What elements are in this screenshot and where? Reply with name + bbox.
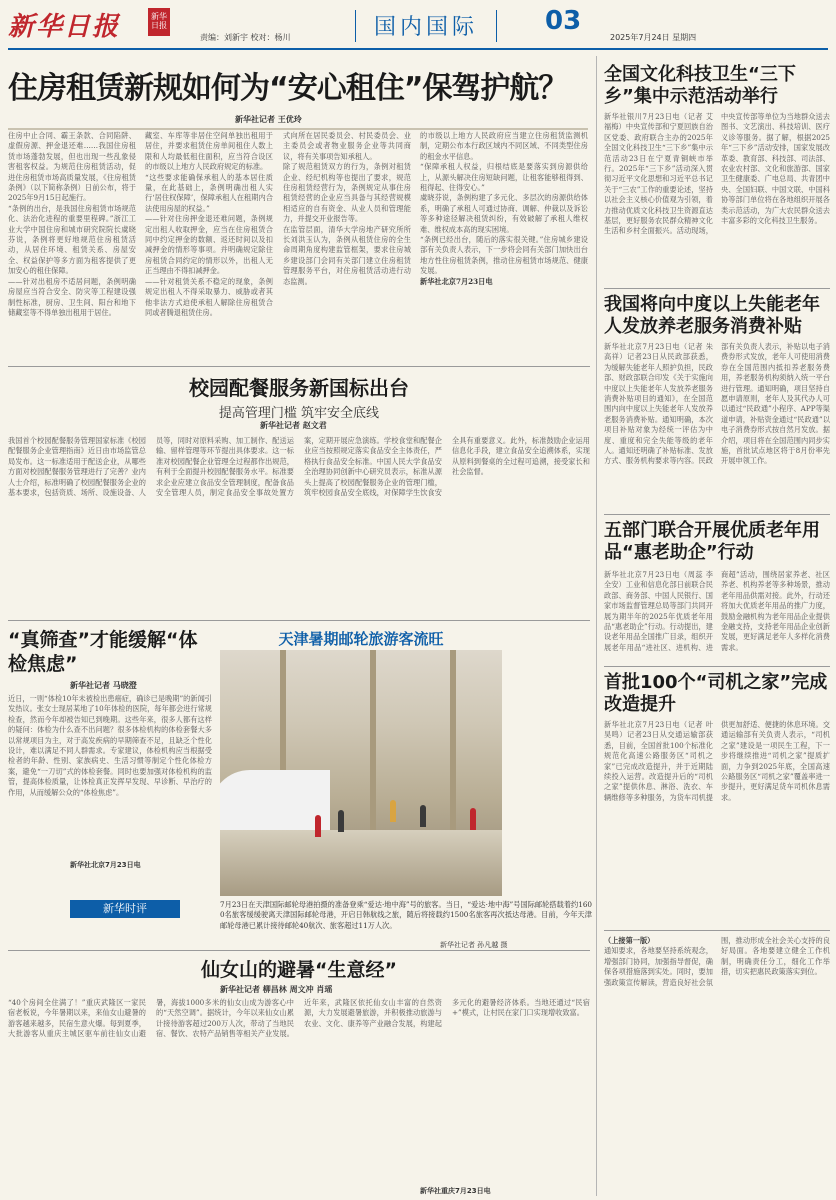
cruise-banner: 天津暑期邮轮旅游客流旺 — [278, 630, 444, 648]
photo-credit: 新华社记者 孙凡越 摄 — [440, 941, 508, 949]
divider — [604, 514, 830, 515]
continuation-block — [604, 936, 830, 1192]
fairy-mountain-headline: 仙女山的避暑“生意经” — [201, 959, 397, 981]
continuation-label: （上接第一版） — [604, 936, 655, 945]
rent-col-4 — [420, 131, 588, 361]
fairy-mountain-byline: 新华社记者 柳昌林 周文冲 肖瑶 — [220, 985, 333, 994]
passenger — [315, 815, 321, 837]
logo-stamp: 新华日报 — [148, 8, 170, 36]
section-title: 国内国际 — [355, 10, 497, 42]
elderly-goods-headline: 五部门联合开展优质老年用品“惠老助企”行动 — [604, 520, 820, 563]
rent-para: 式向所在居民委员会、村民委员会、业主委员会或者物业服务企业等共同商议，将有关事项告知承租人。 — [283, 131, 411, 161]
rent-dateline: 新华社北京7月23日电 — [420, 276, 493, 286]
rent-headline: 住房租赁新规如何为“安心租住”保驾护航？ — [8, 71, 568, 106]
commentary-tag: 新华时评 — [70, 900, 180, 918]
continuation-body: 通知要求，各地要坚持系统观念，增强部门协同，加强指导督促，确保各项措施落到实处。同时，要加强政策宣传解读，营造良好社会氛围，推动形成全社会关心支持的良好局面。各地要建立健全工作机制，明确责任分工，细化工作举措，切实把惠民政策落实到位。 — [604, 936, 830, 987]
rent-para: 藏室、车库等非居住空间单独出租用于居住，并要求租赁住房单间租住人数上限和人均最低租住面积，应当符合设区的市级以上地方人民政府规定的标准。 — [145, 131, 273, 172]
canteen-subhead: 提高管理门槛 筑牢安全底线 — [218, 406, 380, 421]
rent-para: 住房中止合同、霸王条款、合同陷阱、虚假房源、押金退还难……我国住房租赁市场蓬勃发展，但也出现一些乱象侵害租客权益。为规范住房租赁活动，促进住房租赁市场高质量发展，《住房租赁条例》（以下简称条例）日前公布，将于2025年9月15日起施行。 — [8, 131, 136, 203]
passenger — [470, 808, 476, 830]
rent-para: 的市级以上地方人民政府应当建立住房租赁监测机制，定期公布本行政区域内不同区域、不同类型住房的租金水平信息。 — [420, 131, 588, 161]
canteen-body: 我国首个校园配餐服务管理国家标准《校园配餐服务企业管理指南》近日由市场监管总局发布。这一标准适用于配送企业，从哪些方面对校园配餐服务管理进行了完善？业内人士介绍，标准明确了校园配餐服务企业的基本要求，包括资质、场所、设施设备、人员等，同时对原料采购、加工制作、配送运输、留样管理等环节提出具体要求。这一标准对校园配餐企业管理全过程都作出规范，有利于全面提升校园配餐服务水平。标准要求企业应建立食品安全管理制度，配备食品安全管理人员，制定食品安全事故处置方案，定期开展应急演练。学校食堂和配餐企业应当按照规定落实食品安全主体责任，严格执行食品安全标准。中国人民大学食品安全治理协同创新中心研究员表示，标准从源头上提高了校园配餐服务企业的管理门槛，筑牢校园食品安全底线，对保障学生饮食安全具有重要意义。此外，标准鼓励企业运用信息化手段，建立食品安全追溯体系，实现从原料到餐桌的全过程可追溯，接受家长和社会监督。 — [8, 436, 590, 498]
divider — [8, 366, 590, 367]
rent-para: “条例已经出台，随后的落实很关键。”住房城乡建设部有关负责人表示，下一步将会同有关部门加快出台地方性住房租赁条例，推动住房租赁市场规范、健康发展。 — [420, 235, 588, 276]
divider — [8, 950, 590, 951]
culture-headline: 全国文化科技卫生“三下乡”集中示范活动举行 — [604, 64, 796, 107]
masthead-divider — [8, 48, 828, 50]
rent-para: 虞晓芬说，条例构建了多元化、多层次的房源供给体系，明确了承租人可通过协商、调解、仲裁以及诉讼等多种途径解决租赁纠纷，有效破解了承租人维权难、维权成本高的现实困境。 — [420, 193, 588, 234]
rent-divider — [8, 128, 588, 130]
passenger — [390, 800, 396, 822]
driver-home-headline: 首批100个“司机之家”完成改造提升 — [604, 672, 828, 715]
culture-body: 新华社银川7月23日电（记者 艾福梅）中央宣传部和宁夏回族自治区党委、政府联合主办的2025年全国文化科技卫生“三下乡”集中示范活动23日在宁夏青铜峡市举行。2025年“三下乡”活动深入贯彻习近平文化思想和习近平总书记关于“三农”工作的重要论述，坚持以社会主义核心价值观为引领，着力推动优质文化科技卫生资源直达基层，更好服务农民群众精神文化生活和乡村全面振兴。活动现场，中央宣传部等单位为当地群众送去图书、文艺演出、科技培训、医疗义诊等服务。据了解，根据2025年“三下乡”活动安排，国家发展改革委、教育部、科技部、司法部、农业农村部、文化和旅游部、国家卫生健康委、广电总局、共青团中央、全国妇联、中国文联、中国科协等部门单位将在各地组织开展各类示范活动，为广大农民群众送去丰富多彩的文化科技卫生服务。 — [604, 112, 830, 236]
checkup-headline: “真筛查”才能缓解“体检焦虑” — [8, 629, 198, 675]
rent-col-1 — [8, 131, 136, 361]
rent-para: “保障承租人权益，归根结底是要落实到房源供给上，从源头解决住房短缺问题，让租客能够租得到、租得起、住得安心。” — [420, 162, 588, 193]
rent-para: “这些要求能确保承租人的基本居住质量，在此基础上，条例明确出租人实行‘居住权保障’，保障承租人在租期内合法使用房屋的权益。” — [145, 172, 273, 213]
rent-byline: 新华社记者 王优玲 — [235, 115, 302, 124]
rent-col-2 — [145, 131, 273, 361]
checkup-dateline: 新华社北京7月23日电 — [70, 861, 141, 869]
passenger — [420, 805, 426, 827]
divider — [604, 288, 830, 289]
elderly-care-body: 新华社北京7月23日电（记者 朱高祥）记者23日从民政部获悉，为缓解失能老年人照护负担，民政部、财政部联合印发《关于实施向中度以上失能老年人发放养老服务消费补贴项目的通知》，在全国范围内向中度以上失能老年人发放养老服务消费补贴。通知明确，本次项目补贴对象为经统一评估为中度、重度和完全失能等级的老年人。通知还明确了补贴标准、发放方式、服务机构要求等内容。民政部有关负责人表示，补贴以电子消费券形式发放，老年人可使用消费券在全国范围内抵扣养老服务费用，养老服务机构须纳入统一平台进行管理。通知明确，项目坚持自愿申请原则，老年人及其代办人可以通过“民政通”小程序、APP等渠道申请，补贴资金通过“民政通”以电子消费券形式按自然月发放。据介绍，项目将在全国范围内同步实施，首批试点地区将于8月份率先开展申领工作。 — [604, 342, 830, 466]
cruise-ship — [220, 770, 330, 830]
fairy-mountain-body: “40个房间全住满了！”重庆武隆区一家民宿老板说，今年暑期以来，来仙女山避暑的游客越来越多，民宿生意火爆。每到夏季，大批游客从重庆主城区驱车前往仙女山避暑，海拔1000多米的仙女山成为游客心中的“天然空调”。据统计，今年以来仙女山累计接待游客超过200万人次，带动了当地民宿、餐饮、农特产品销售等相关产业发展。近年来，武隆区依托仙女山丰富的自然资源，大力发展避暑旅游，并积极推动旅游与农业、文化、康养等产业融合发展，构建起多元化的避暑经济体系。当地还通过“民宿+”模式，让村民在家门口实现增收致富。 — [8, 998, 590, 1039]
canteen-headline: 校园配餐服务新国标出台 — [189, 376, 409, 400]
page-number: 03 — [545, 6, 582, 36]
fairy-mountain-dateline: 新华社重庆7月23日电 — [420, 1187, 491, 1195]
canteen-byline: 新华社记者 赵文君 — [260, 421, 327, 430]
divider — [8, 620, 590, 621]
editor-credits: 责编：刘新宇 校对：杨川 — [200, 33, 291, 42]
rent-para: ——针对住房押金退还难问题，条例规定出租人收取押金，应当在住房租赁合同中约定押金的数额、返还时间以及扣减押金的情形等事项。并明确规定除住房租赁合同约定的情形以外，出租人无正当理由不得扣减押金。 — [145, 214, 273, 276]
divider — [604, 666, 830, 667]
elderly-care-headline: 我国将向中度以上失能老年人发放养老服务消费补贴 — [604, 294, 820, 337]
rent-para: “条例的出台，是我国住房租赁市场规范化、法治化进程的重要里程碑。”浙江工业大学中国住房和城市研究院院长虞晓芬说，条例将更好地规范住房租赁活动，从居住环境、租赁关系、房屋安全、权益保护等多方面为租客提供了更加安心的租住保障。 — [8, 203, 136, 276]
cruise-caption: 7月23日在天津国际邮轮母港拍摄的准备登乘“爱达·地中海”号的旅客。当日，“爱达·地中海”号国际邮轮搭载着约1600名旅客缓缓驶离天津国际邮轮母港，开启日韩航线之旅，随后将接载约1500名旅客再次抵达母港。目前，今年天津邮轮母港已累计接待邮轮40航次、旅客超过11万人次。 — [220, 900, 592, 930]
newspaper-logo: 新华日报 — [8, 12, 121, 42]
rent-para: 在监管层面，清华大学房地产研究所所长刘洪玉认为，条例从租赁住房的全生命周期角度构建监管框架，要求住房城乡建设部门会同有关部门建立住房租赁管理服务平台，对住房租赁活动进行动态监测。 — [283, 224, 411, 286]
rent-para: 除了规范租赁双方的行为，条例对租赁企业、经纪机构等也提出了要求，规范住房租赁经营行为，条例规定从事住房租赁经营的企业应当具备与其经营规模相适应的自有资金、从业人员和管理能力，并提交开业报告等。 — [283, 162, 411, 224]
rent-para: ——针对出租房不适居问题，条例明确房屋应当符合安全、防灾等工程建设强制性标准，厨房、卫生间、阳台和地下储藏室等不得单独出租用于居住。 — [8, 276, 136, 317]
divider — [604, 930, 830, 931]
driver-home-body: 新华社北京7月23日电（记者 叶昊鸣）记者23日从交通运输部获悉，目前，全国首批100个标准化规范化高速公路服务区“司机之家”已完成改造提升，并于近期陆续投入运营。改造提升后的“司机之家”提供休息、淋浴、洗衣、车辆维修等多种服务，为货车司机提供更加舒适、便捷的休息环境。交通运输部有关负责人表示，“司机之家”建设是一项民生工程，下一步将继续推进“司机之家”提质扩面，力争到2025年底，全国高速公路服务区“司机之家”覆盖率进一步提升，更好满足货车司机休息需求。 — [604, 720, 830, 802]
passenger — [338, 810, 344, 832]
issue-date: 2025年7月24日 星期四 — [610, 33, 697, 42]
column-divider — [596, 56, 597, 1196]
cruise-photo — [220, 650, 502, 896]
photo-floor — [220, 830, 502, 896]
checkup-body: 近日，一则“体检10年未被检出患癌症，确诊已是晚期”的新闻引发热议。张女士现居某地了10年体检的医院，每年都会进行常规检查，然而今年却被告知已到晚期。这些年来，很多人都有这样的疑问：体检为什么查不出问题？很多体检机构的体检套餐大多以常规项目为主，对于高发疾病的早期筛查不足，且缺乏个性化设计，难以满足不同人群需求。专家建议，体检机构应当根据受检者的年龄、性别、家族病史、生活习惯等制定个性化体检方案，避免“一刀切”式的体检套餐。同时也要加强对体检机构的监管，提高体检质量，让体检真正发挥早发现、早诊断、早治疗的作用，从而缓解公众的“体检焦虑”。 — [8, 694, 212, 797]
checkup-byline: 新华社记者 马晓澄 — [70, 681, 137, 690]
rent-para: ——针对租赁关系不稳定的现象，条例规定出租人不得采取暴力、威胁或者其他非法方式迫使承租人解除住房租赁合同或者腾退租赁住房。 — [145, 276, 273, 317]
elderly-goods-body: 新华社北京7月23日电（周蕊 李全安）工业和信息化部日前联合民政部、商务部、中国人民银行、国家市场监督管理总局等部门共同开展为期半年的2025年优质老年用品“惠老助企”行动。行动提出，建设老年用品全国推广目录，组织开展老年用品“进社区、进机构、进商超”活动，围绕居家养老、社区养老、机构养老等多种场景，推动老年用品供需对接。此外，行动还将加大优质老年用品的推广力度，鼓励金融机构为老年用品企业提供金融支持，支持老年用品企业创新发展，更好满足老年人多样化消费需求。 — [604, 570, 830, 652]
rent-col-3 — [283, 131, 411, 361]
